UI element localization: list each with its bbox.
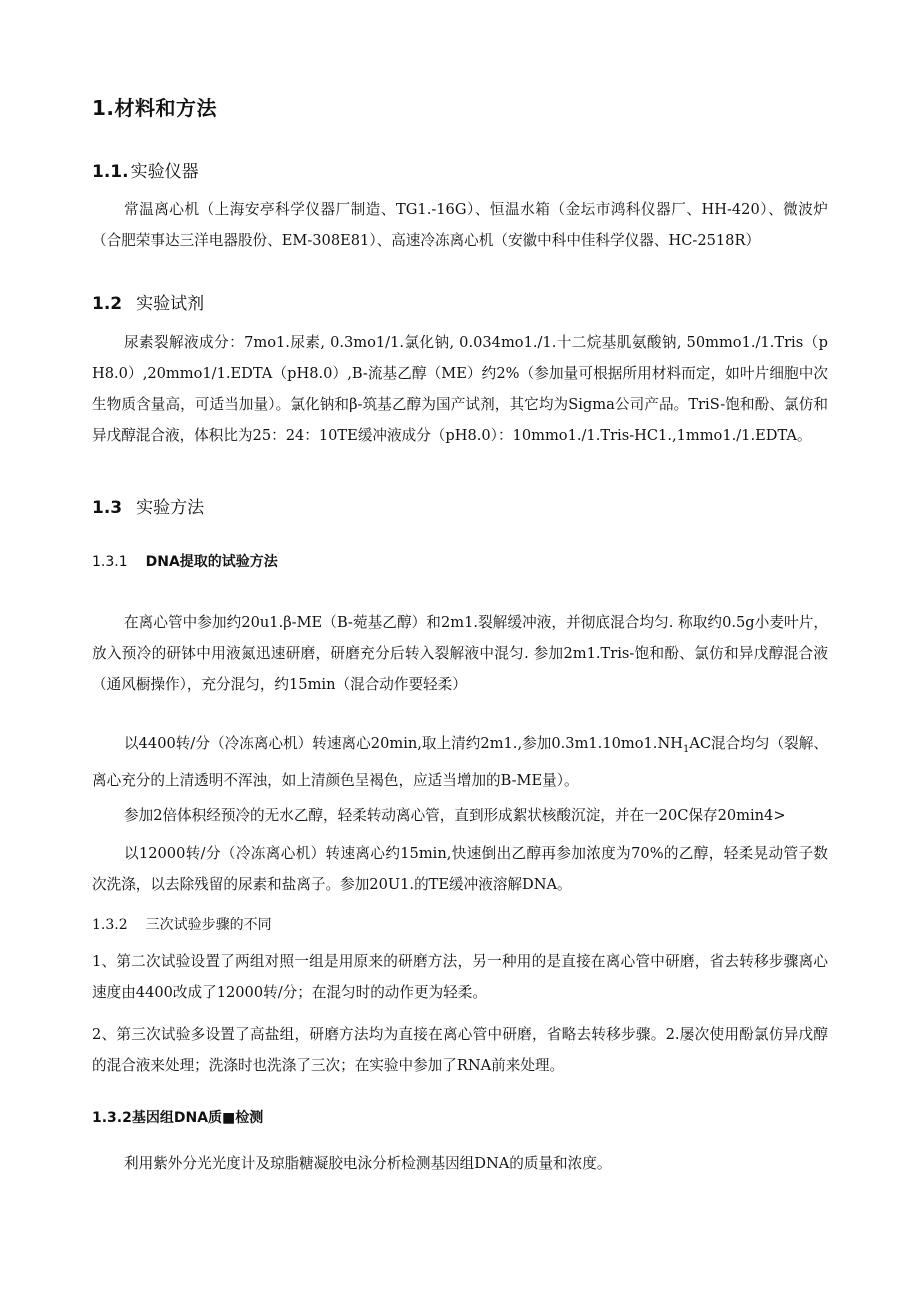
heading-title: 实验仪器	[130, 162, 199, 182]
heading-number: 1.1.	[92, 162, 129, 182]
method-paragraph-2-text-end: AC混合均匀（裂解、离心充分的上清透明不浑浊，如上清颜色呈褐色，应适当增加的B-ME量）。	[92, 735, 828, 789]
subsection-heading-1-3	[92, 493, 204, 518]
heading-number: 1.3.1	[92, 554, 128, 570]
subsection-heading-1-2	[92, 289, 204, 314]
reagents-paragraph: 尿素裂解液成分：7mo1.尿素, 0.3mo1/1.氯化钠, 0.034mo1./1.十二烷基肌氨酸钠, 50mmo1./1.Tris（pH8.0）,20mmo1/1.EDTA（pH8.0）,B-流基乙醇（ME）约2%（参加量可根据所用材料而定，如叶片细胞中次生物质含量高，可适当加量）。氯化钠和β-筑基乙醇为国产试剂，其它均为Sigma公司产品。TriS-饱和酚、氯仿和异戊醇混合液，体积比为25：24：10TE缓冲液成分（pH8.0）：10mmo1./1.Tris-HC1.,1mmo1./1.EDTA。	[92, 334, 828, 444]
subsection-heading-1-3-2	[92, 914, 272, 934]
method-paragraph-3: 参加2倍体积经预冷的无水乙醇，轻柔转动离心管，直到形成絮状核酸沉淀，并在一20C保存20min4>	[124, 807, 786, 824]
heading-title: 实验方法	[136, 498, 205, 518]
method-paragraph-1: 在离心管中参加约20u1.β-ME（B-菀基乙醇）和2m1.裂解缓冲液，并彻底混合均匀. 称取约0.5g小麦叶片，放入预冷的研钵中用液氮迅速研磨，研磨充分后转入裂解液中混匀. 参加2m1.Tris-饱和酚、氯仿和异戊醇混合液（通风橱操作），充分混匀，约15min（混合动作要轻柔）	[92, 614, 828, 693]
heading-number: 1.2	[92, 294, 123, 314]
method-paragraph-2-text: 以4400转/分（冷冻离心机）转速离心20min,取上清约2m1.,参加0.3m1.10mo1.NH	[124, 735, 683, 752]
heading-title: 实验试剂	[136, 294, 205, 314]
subsection-heading-quality: 1.3.2基因组DNA质■检测	[92, 1110, 264, 1126]
section-heading: 1.材料和方法	[92, 96, 218, 120]
difference-item-1: 1、第二次试验设置了两组对照一组是用原来的研磨方法，另一种用的是直接在离心管中研磨，省去转移步骤离心速度由4400改成了12000转/分；在混匀时的动作更为轻柔。	[92, 953, 828, 1001]
heading-number: 1.3	[92, 498, 123, 518]
subscript: 1	[682, 743, 690, 755]
heading-number: 1.3.2	[92, 917, 128, 933]
quality-paragraph: 利用紫外分光光度计及琼脂糖凝胶电泳分析检测基因组DNA的质量和浓度。	[124, 1155, 612, 1172]
method-paragraph-4: 以12000转/分（冷冻离心机）转速离心约15min,快速倒出乙醇再参加浓度为70%的乙醇，轻柔晃动管子数次洗涤，以去除残留的尿素和盐离子。参加20U1.的TE缓冲液溶解DNA。	[92, 845, 828, 893]
method-paragraph-2	[92, 728, 828, 796]
subsection-heading-1-3-1	[92, 551, 278, 571]
instruments-paragraph: 常温离心机（上海安亭科学仪器厂制造、TG1.-16G）、恒温水箱（金坛市鸿科仪器厂、HH-420）、微波炉（合肥荣事达三洋电器股份、EM-308E81）、高速冷冻离心机（安徽中科中佳科学仪器、HC-2518R）	[92, 201, 828, 249]
heading-title: DNA提取的试验方法	[145, 554, 278, 570]
subsection-heading-1-1	[92, 157, 199, 182]
heading-title: 三次试验步骤的不同	[145, 917, 272, 933]
difference-item-2: 2、第三次试验多设置了高盐组，研磨方法均为直接在离心管中研磨，省略去转移步骤。2.屡次使用酚氯仿异戊醇的混合液来处理；洗涤时也洗涤了三次；在实验中参加了RNA前来处理。	[92, 1026, 828, 1074]
